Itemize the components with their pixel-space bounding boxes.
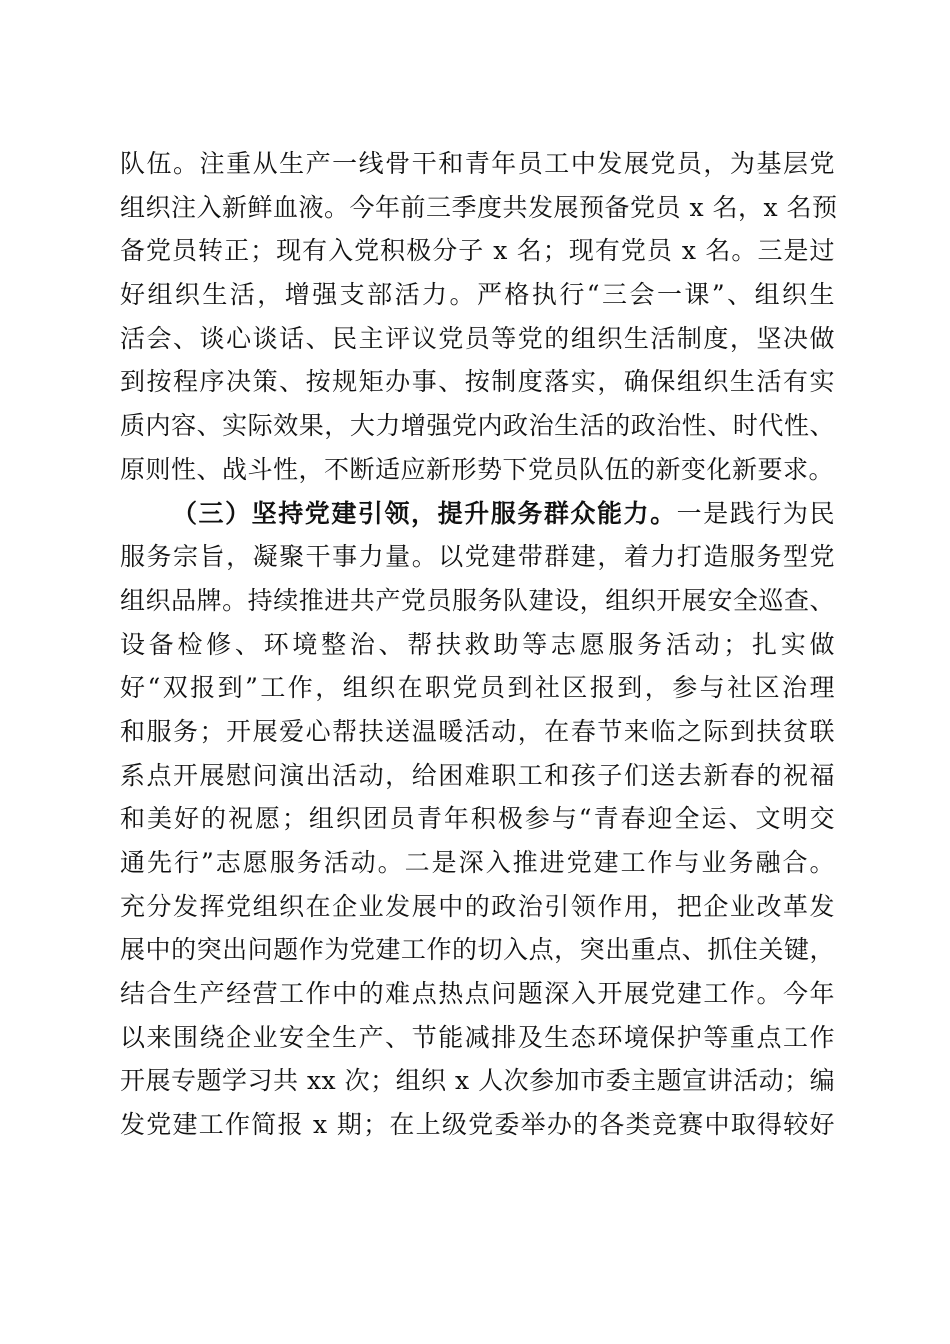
section-heading-line	[120, 492, 835, 536]
text-line: 和服务；开展爱心帮扶送温暖活动，在春节来临之际到扶贫联	[120, 716, 835, 746]
text-line: 展中的突出问题作为党建工作的切入点，突出重点、抓住关键，	[120, 935, 835, 965]
text-line: 好组织生活，增强支部活力。严格执行“三会一课”、组织生	[120, 280, 835, 310]
text-line: 到按程序决策、按规矩办事、按制度落实，确保组织生活有实	[120, 367, 835, 397]
text-line: 开展专题学习共 xx 次；组织 x 人次参加市委主题宣讲活动；编	[120, 1066, 836, 1096]
text-line: 好“双报到”工作，组织在职党员到社区报到，参与社区治理	[120, 673, 835, 703]
text-span: 一是践行为民	[676, 498, 835, 528]
section-heading: （三）坚持党建引领，提升服务群众能力。	[172, 498, 677, 528]
text-line: 充分发挥党组织在企业发展中的政治引领作用，把企业改革发	[120, 891, 835, 921]
text-line: 设备检修、环境整治、帮扶救助等志愿服务活动；扎实做	[120, 629, 835, 659]
text-line: 原则性、战斗性，不断适应新形势下党员队伍的新变化新要求。	[120, 454, 835, 484]
body-text	[120, 142, 838, 1147]
text-line: 和美好的祝愿；组织团员青年积极参与“青春迎全运、文明交	[120, 804, 835, 834]
text-line: 备党员转正；现有入党积极分子 x 名；现有党员 x 名。三是过	[120, 236, 835, 266]
text-line: 服务宗旨，凝聚干事力量。以党建带群建，着力打造服务型党	[120, 542, 835, 572]
text-line: 活会、谈心谈话、民主评议党员等党的组织生活制度，坚决做	[120, 323, 835, 353]
text-line: 以来围绕企业安全生产、节能减排及生态环境保护等重点工作	[120, 1022, 835, 1052]
text-line: 队伍。注重从生产一线骨干和青年员工中发展党员，为基层党	[120, 149, 835, 178]
text-line: 发党建工作简报 x 期；在上级党委举办的各类竞赛中取得较好	[120, 1110, 835, 1140]
text-line: 组织注入新鲜血液。今年前三季度共发展预备党员 x 名，x 名预	[120, 192, 838, 222]
text-line: 系点开展慰问演出活动，给困难职工和孩子们送去新春的祝福	[120, 760, 835, 790]
text-line: 通先行”志愿服务活动。二是深入推进党建工作与业务融合。	[120, 848, 835, 877]
text-line: 质内容、实际效果，大力增强党内政治生活的政治性、时代性、	[120, 411, 835, 441]
text-line: 结合生产经营工作中的难点热点问题深入开展党建工作。今年	[120, 979, 835, 1009]
text-line: 组织品牌。持续推进共产党员服务队建设，组织开展安全巡查、	[120, 585, 835, 615]
